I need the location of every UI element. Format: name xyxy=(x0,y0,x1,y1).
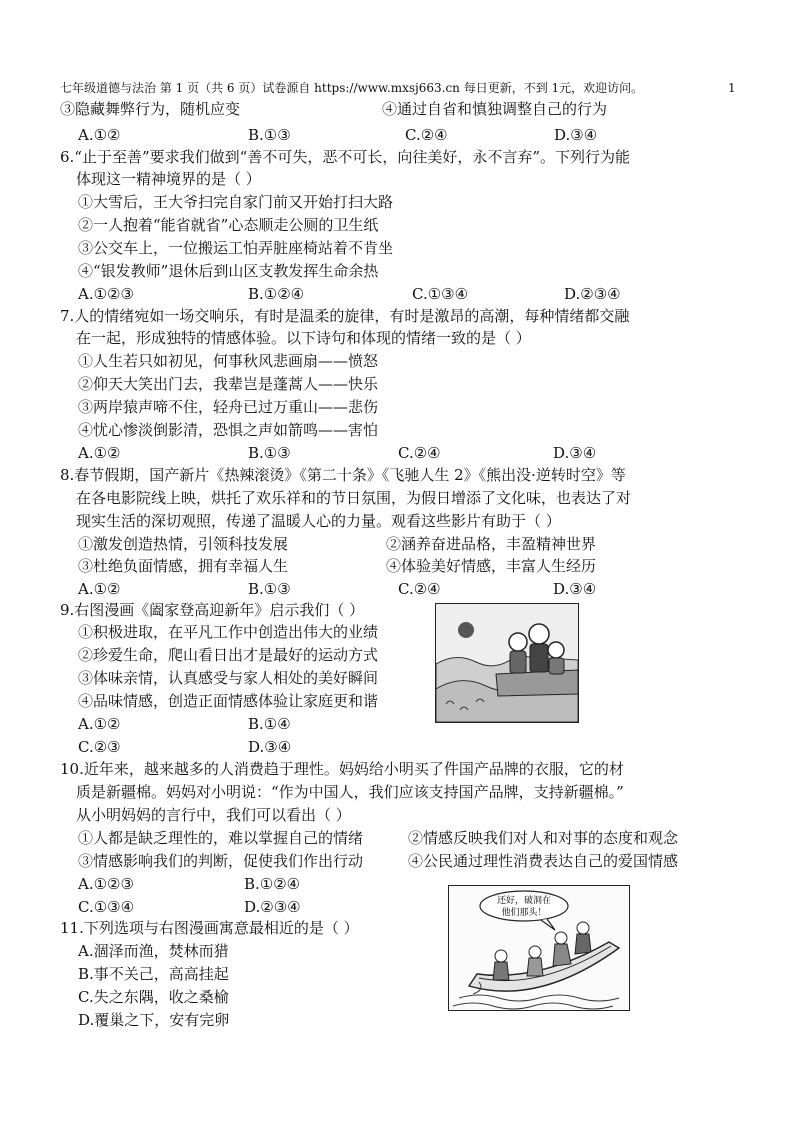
q11-option-c: C.失之东隅，收之桑榆 xyxy=(78,988,229,1006)
q8-stem-line-3: 现实生活的深切观照，传递了温暖人心的力量。观看这些影片有助于（ ） xyxy=(76,512,561,530)
q8-item-3: ③杜绝负面情感，拥有幸福人生 xyxy=(78,557,289,575)
q10-option-b: B.①②④ xyxy=(244,875,301,893)
q9-option-a: A.①② xyxy=(78,715,121,733)
q9-item-3: ③体味亲情，认真感受与家人相处的美好瞬间 xyxy=(78,669,379,687)
q8-option-b: B.①③ xyxy=(248,580,291,598)
page-mark: 1 xyxy=(728,81,736,95)
sinking-boat-illustration xyxy=(449,886,629,1010)
q7-option-d: D.③④ xyxy=(553,444,597,462)
q11-option-a: A.涸泽而渔，焚林而猎 xyxy=(78,942,229,960)
q7-option-a: A.①② xyxy=(78,444,121,462)
q9-stem: 9.右图漫画《阖家登高迎新年》启示我们（ ） xyxy=(60,601,365,619)
q11-option-d: D.覆巢之下，安有完卵 xyxy=(78,1011,230,1029)
q8-option-a: A.①② xyxy=(78,580,121,598)
q7-item-1: ①人生若只如初见，何事秋风悲画扇——愤怒 xyxy=(78,352,379,370)
q9-item-2: ②珍爱生命，爬山看日出才是最好的运动方式 xyxy=(78,646,379,664)
q10-stem-line-3: 从小明妈妈的言行中，我们可以看出（ ） xyxy=(76,806,351,824)
q6-item-3: ③公交车上，一位搬运工怕弄脏座椅站着不肯坐 xyxy=(78,239,394,257)
q8-item-4: ④体验美好情感，丰富人生经历 xyxy=(386,557,597,575)
q5-item-3: ③隐藏舞弊行为，随机应变 xyxy=(60,100,241,118)
q8-option-c: C.②④ xyxy=(398,580,441,598)
q10-item-4: ④公民通过理性消费表达自己的爱国情感 xyxy=(408,852,679,870)
q10-item-1: ①人都是缺乏理性的，难以掌握自己的情绪 xyxy=(78,829,364,847)
q11-stem: 11.下列选项与右图漫画寓意最相近的是（ ） xyxy=(60,919,359,937)
q6-item-2: ②一人抱着“能省就省”心态顺走公厕的卫生纸 xyxy=(78,216,379,234)
q7-item-3: ③两岸猿声啼不住，轻舟已过万重山——悲伤 xyxy=(78,398,379,416)
speech-bubble-line-2: 他们那头！ xyxy=(501,908,547,918)
q6-option-d: D.②③④ xyxy=(564,285,621,303)
sinking-boat-cartoon xyxy=(448,885,630,1011)
q6-option-a: A.①②③ xyxy=(78,285,134,303)
q10-option-a: A.①②③ xyxy=(78,875,134,893)
q9-option-d: D.③④ xyxy=(248,738,292,756)
family-mountain-illustration xyxy=(436,604,578,722)
q5-option-d: D.③④ xyxy=(554,126,598,144)
q8-option-d: D.③④ xyxy=(553,580,597,598)
q10-item-3: ③情感影响我们的判断，促使我们作出行动 xyxy=(78,852,364,870)
q6-stem-line-1: 6.“止于至善”要求我们做到“善不可失，恶不可长，向往美好，永不言弃”。下列行为能 xyxy=(60,148,630,166)
q5-option-c: C.②④ xyxy=(405,126,448,144)
q6-item-4: ④“银发教师”退休后到山区支教发挥生命余热 xyxy=(78,262,379,280)
q5-item-4: ④通过自省和慎独调整自己的行为 xyxy=(382,100,608,118)
speech-bubble-line-1: 还好，破洞在 xyxy=(496,896,552,906)
q10-stem-line-1: 10.近年来，越来越多的人消费趋于理性。妈妈给小明买了件国产品牌的衣服，它的材 xyxy=(60,760,624,778)
q7-stem-line-1: 7.人的情绪宛如一场交响乐，有时是温柔的旋律，有时是激昂的高潮，每种情绪都交融 xyxy=(60,307,630,325)
page-header xyxy=(60,80,750,96)
family-mountain-cartoon xyxy=(435,603,579,723)
q6-option-c: C.①③④ xyxy=(412,285,469,303)
q8-stem-line-1: 8.春节假期，国产新片《热辣滚烫》《第二十条》《飞驰人生 2》《熊出没·逆转时空》等 xyxy=(60,466,626,484)
q10-stem-line-2: 质是新疆棉。妈妈对小明说：“作为中国人，我们应该支持国产品牌，支持新疆棉。” xyxy=(76,783,624,801)
q7-option-c: C.②④ xyxy=(398,444,441,462)
header-text: 七年级道德与法治 第 1 页（共 6 页）试卷源自 https://www.mxsj663.cn 每日更新，不到 1元，欢迎访问。 xyxy=(60,81,644,95)
q8-item-2: ②涵养奋进品格，丰盈精神世界 xyxy=(386,535,597,553)
q9-option-b: B.①④ xyxy=(248,715,291,733)
q9-item-4: ④品味情感，创造正面情感体验让家庭更和谐 xyxy=(78,692,379,710)
q10-option-c: C.①③④ xyxy=(78,898,135,916)
q10-item-2: ②情感反映我们对人和对事的态度和观念 xyxy=(408,829,679,847)
q8-stem-line-2: 在各电影院线上映，烘托了欢乐祥和的节日氛围，为假日增添了文化味，也表达了对 xyxy=(76,489,632,507)
q7-item-2: ②仰天大笑出门去，我辈岂是蓬蒿人——快乐 xyxy=(78,375,379,393)
q7-stem-line-2: 在一起，形成独特的情感体验。以下诗句和体现的情绪一致的是（ ） xyxy=(76,329,531,347)
q6-stem-line-2: 体现这一精神境界的是（ ） xyxy=(76,170,261,188)
q7-item-4: ④忧心惨淡倒影清，恐惧之声如箭鸣——害怕 xyxy=(78,421,379,439)
q9-option-c: C.②③ xyxy=(78,738,121,756)
q5-option-a: A.①② xyxy=(78,126,121,144)
q11-option-b: B.事不关己，高高挂起 xyxy=(78,965,229,983)
q9-item-1: ①积极进取，在平凡工作中创造出伟大的业绩 xyxy=(78,623,379,641)
q5-option-b: B.①③ xyxy=(248,126,291,144)
q8-item-1: ①激发创造热情，引领科技发展 xyxy=(78,535,289,553)
q6-option-b: B.①②④ xyxy=(248,285,305,303)
q10-option-d: D.②③④ xyxy=(244,898,301,916)
q6-item-1: ①大雪后，王大爷扫完自家门前又开始打扫大路 xyxy=(78,193,394,211)
q7-option-b: B.①③ xyxy=(248,444,291,462)
